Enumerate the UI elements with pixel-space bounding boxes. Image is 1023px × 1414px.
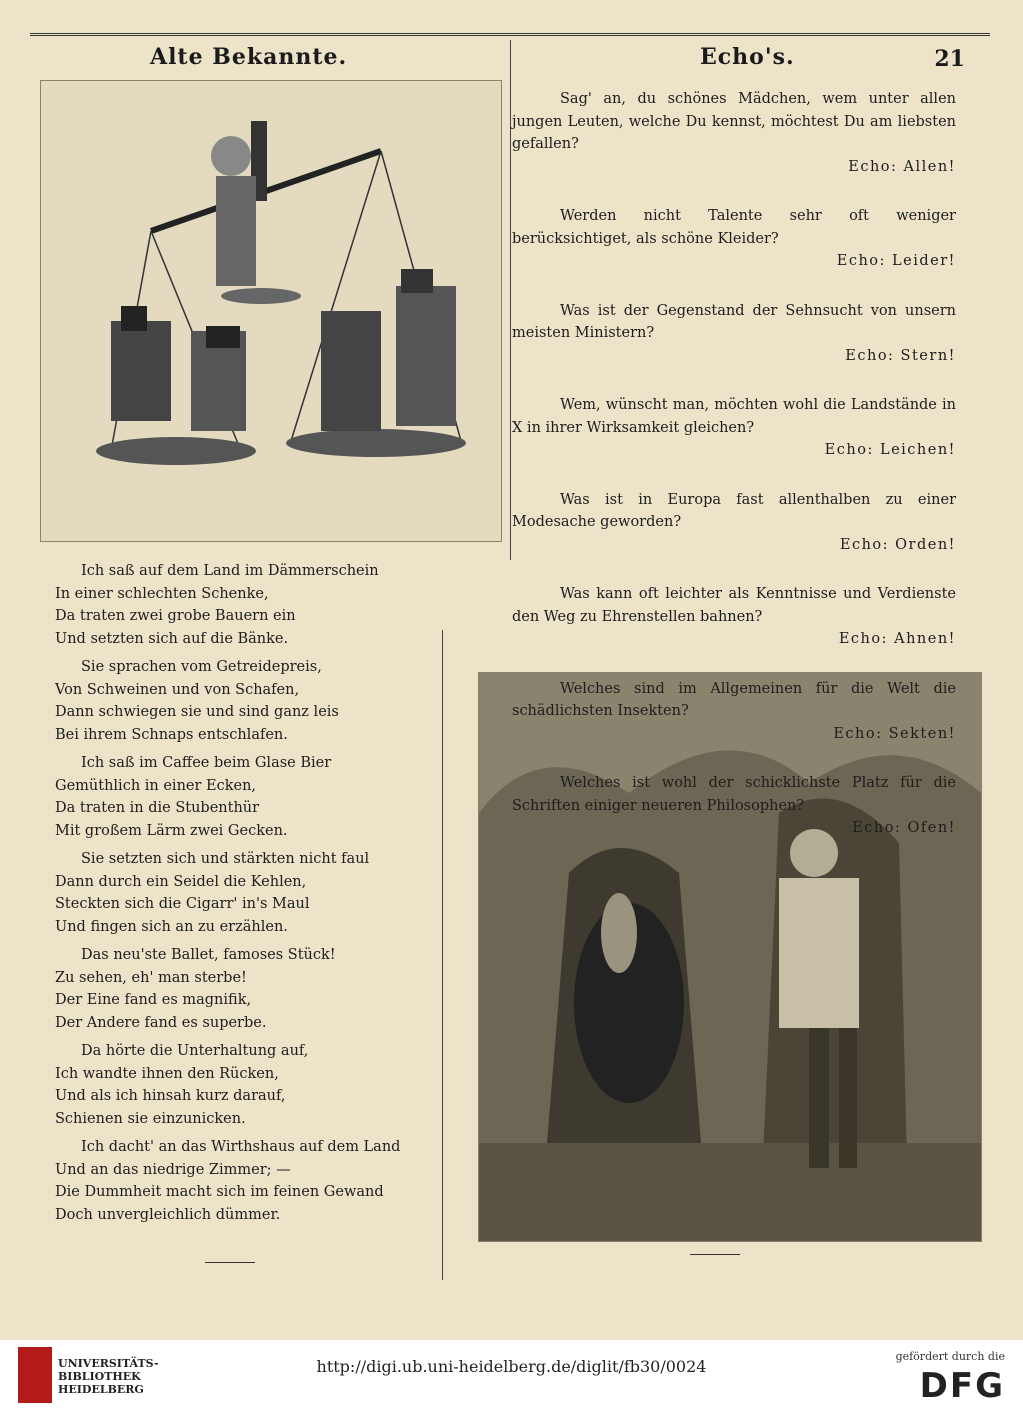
funding-note: gefördert durch die: [895, 1350, 1005, 1363]
library-name-line: BIBLIOTHEK: [58, 1370, 141, 1383]
echo-entry: [512, 205, 956, 273]
echo-question: Wem, wünscht man, möchten wohl die Landstände in X in ihrer Wirksamkeit gleichen?: [512, 397, 956, 436]
left-column-title: Alte Bekannte.: [150, 44, 348, 70]
echo-entry: [512, 678, 956, 746]
echo-entry: [512, 88, 956, 178]
poem-line: Ich dacht' an das Wirthshaus auf dem Land: [81, 1139, 401, 1155]
right-column-title: Echo's.: [700, 44, 795, 70]
poem-line: Da traten zwei grobe Bauern ein: [55, 608, 296, 624]
echo-answer: Echo: Ahnen!: [838, 631, 956, 647]
poem-line: Bei ihrem Schnaps entschlafen.: [55, 726, 288, 743]
poem-line: Das neu'ste Ballet, famoses Stück!: [81, 947, 336, 963]
stanza: [55, 1136, 415, 1226]
echo-answer: Echo: Sekten!: [833, 725, 956, 742]
poem-line: Da hörte die Unterhaltung auf,: [81, 1043, 309, 1059]
echo-question: Was ist der Gegenstand der Sehnsucht von unsern meisten Ministern?: [512, 302, 956, 341]
poem-line: Mit großem Lärm zwei Gecken.: [55, 822, 288, 839]
poem-line: Dann schwiegen sie und sind ganz leis: [55, 704, 339, 720]
echo-answer: Echo: Stern!: [845, 347, 956, 364]
poem-line: Doch unvergleichlich dümmer.: [55, 1206, 281, 1223]
stanza: [55, 848, 415, 938]
echo-question: Sag' an, du schönes Mädchen, wem unter allen jungen Leuten, welche Du kennst, möchtest Du am liebsten gefallen?: [512, 91, 956, 152]
echo-answer: Echo: Leider!: [836, 253, 956, 269]
source-url-link[interactable]: http://digi.ub.uni-heidelberg.de/diglit/fb30/0024: [316, 1357, 707, 1376]
poem-line: Gemüthlich in einer Ecken,: [55, 777, 257, 794]
poem-end-rule: [205, 1262, 255, 1263]
stanza: [55, 656, 415, 746]
poem-line: Dann durch ein Seidel die Kehlen,: [55, 873, 307, 890]
poem-line: Sie setzten sich und stärkten nicht faul: [81, 851, 370, 867]
echo-question: Werden nicht Talente sehr oft weniger berücksichtiget, als schöne Kleider?: [512, 208, 956, 247]
echo-entry: [512, 772, 956, 840]
poem-line: Da traten in die Stubenthür: [55, 800, 260, 816]
library-name-line: UNIVERSITÄTS-: [58, 1357, 159, 1370]
poem-line: Ich saß im Caffee beim Glase Bier: [81, 755, 332, 771]
stanza: [55, 1040, 415, 1130]
stanza: [55, 944, 415, 1034]
poem-line: In einer schlechten Schenke,: [55, 585, 269, 602]
stanza: [55, 752, 415, 842]
library-name-line: HEIDELBERG: [58, 1383, 144, 1396]
echo-question: Welches ist wohl der schicklichste Platz für die Schriften einiger neueren Philosophen?: [512, 775, 956, 814]
echo-entry: [512, 583, 956, 651]
echo-answer: Echo: Allen!: [848, 158, 956, 175]
poem-line: Der Eine fand es magnifik,: [55, 992, 252, 1008]
header-rule: [30, 33, 990, 36]
column-divider-top: [510, 40, 511, 560]
poem-line: Der Andere fand es superbe.: [55, 1014, 267, 1031]
poem-line: Von Schweinen und von Schafen,: [55, 681, 300, 698]
stanza: [55, 560, 415, 650]
echo-question: Was kann oft leichter als Kenntnisse und Verdienste den Weg zu Ehrenstellen bahnen?: [512, 586, 956, 625]
echo-entry: [512, 300, 956, 368]
echo-question: Was ist in Europa fast allenthalben zu einer Modesache geworden?: [512, 491, 956, 530]
poem-line: Schienen sie einzunicken.: [55, 1110, 246, 1127]
poem-line: Ich saß auf dem Land im Dämmerschein: [81, 563, 379, 579]
column-divider-bottom: [442, 630, 443, 1280]
poem-line: Und als ich hinsah kurz darauf,: [55, 1088, 286, 1104]
poem-line: Und fingen sich an zu erzählen.: [55, 918, 288, 935]
poem-alte-bekannte: [55, 560, 415, 1232]
echo-entry: [512, 394, 956, 462]
scales-engraving: [41, 81, 501, 541]
poem-line: Steckten sich die Cigarr' in's Maul: [55, 896, 310, 912]
echo-answer: Echo: Leichen!: [824, 442, 956, 458]
scales-illustration: [40, 80, 502, 542]
poem-line: Ich wandte ihnen den Rücken,: [55, 1065, 279, 1082]
page-number: 21: [934, 46, 965, 72]
dfg-logo: DFG: [919, 1366, 1005, 1406]
illustration-end-rule: [690, 1254, 740, 1255]
poem-line: Die Dummheit macht sich im feinen Gewand: [55, 1184, 384, 1200]
echo-answer: Echo: Orden!: [839, 536, 956, 553]
poem-line: Sie sprachen vom Getreidepreis,: [81, 659, 322, 675]
poem-line: Und an das niedrige Zimmer; —: [55, 1161, 291, 1178]
echo-column: [512, 88, 956, 867]
echo-entry: [512, 489, 956, 557]
poem-line: Und setzten sich auf die Bänke.: [55, 630, 289, 647]
echo-answer: Echo: Ofen!: [852, 820, 956, 836]
echo-question: Welches sind im Allgemeinen für die Welt die schädlichsten Insekten?: [512, 680, 956, 719]
poem-line: Zu sehen, eh' man sterbe!: [55, 969, 247, 986]
